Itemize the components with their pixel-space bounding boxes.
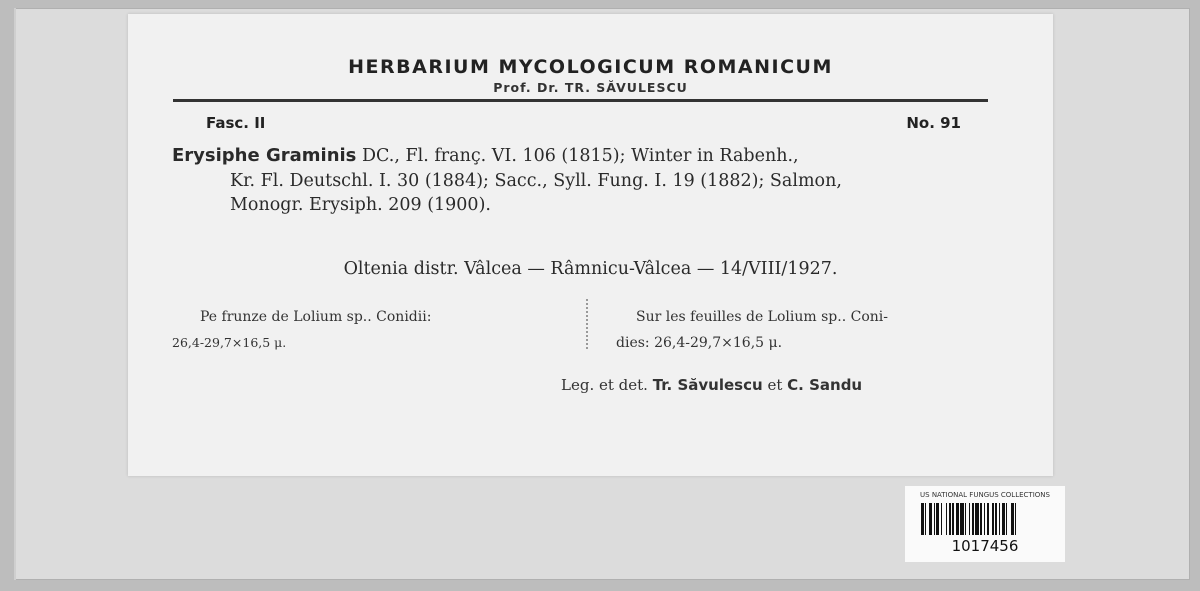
romanian-line-2: 26,4-29,7×16,5 μ. — [172, 335, 287, 350]
collectors-prefix: Leg. et det. — [561, 376, 648, 394]
column-separator — [586, 299, 591, 349]
citation-line-2: Kr. Fl. Deutschl. I. 30 (1884); Sacc., Syll. Fung. I. 19 (1882); Salmon, — [230, 170, 842, 191]
barcode-stripe — [1016, 503, 1019, 535]
species-citation — [172, 144, 1002, 218]
barcode-label — [905, 486, 1065, 562]
french-line-1: Sur les feuilles de Lolium sp.. Coni- — [636, 309, 888, 325]
curator-line: Prof. Dr. TR. SĂVULESCU — [493, 80, 688, 95]
barcode-bars — [921, 503, 1049, 535]
species-name: Erysiphe Graminis — [172, 145, 357, 166]
header-rule — [173, 99, 988, 102]
envelope-flap-left — [14, 8, 16, 580]
collectors-join: et — [767, 376, 783, 394]
citation-line-1: DC., Fl. franç. VI. 106 (1815); Winter in Rabenh., — [361, 146, 799, 166]
french-description — [616, 304, 1016, 356]
barcode-title: US NATIONAL FUNGUS COLLECTIONS — [920, 491, 1050, 499]
specimen-label — [128, 14, 1053, 476]
citation-line-3: Monogr. Erysiph. 209 (1900). — [230, 195, 491, 215]
collectors — [561, 376, 862, 394]
romanian-line-1: Pe frunze de Lolium sp.. Conidii: — [200, 309, 432, 325]
french-line-2: dies: 26,4-29,7×16,5 μ. — [616, 335, 783, 351]
barcode-number: 1017456 — [951, 537, 1019, 555]
specimen-number: No. 91 — [906, 114, 961, 132]
collector-1: Tr. Săvulescu — [652, 376, 763, 394]
fascicle: Fasc. II — [206, 114, 266, 132]
romanian-description — [172, 304, 572, 356]
collector-2: C. Sandu — [787, 376, 863, 394]
locality: Oltenia distr. Vâlcea — Râmnicu-Vâlcea — 14/VIII/1927. — [343, 259, 838, 279]
institution-title: HERBARIUM MYCOLOGICUM ROMANICUM — [348, 56, 833, 78]
